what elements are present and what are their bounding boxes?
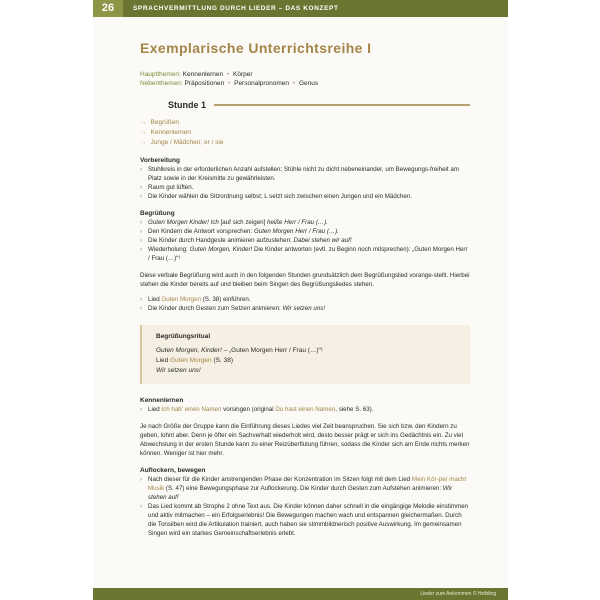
separator-dot: • [292, 80, 296, 87]
heading-rule [214, 104, 470, 106]
section-kennenlernen: Kennenlernen [140, 397, 184, 404]
neben-item: Präpositionen [184, 80, 225, 87]
bullet-arrow-icon: › [140, 166, 143, 173]
list-item: › Guten Morgen Kinder! Ich [auf sich zeigen] heiße Herr / Frau (…). [140, 219, 328, 226]
separator-dot: • [228, 80, 231, 87]
bullet-arrow-icon: › [140, 219, 143, 226]
song-link[interactable]: Du hast einen Namen [275, 406, 336, 413]
bullet-arrow-icon: › [140, 237, 143, 244]
song-link[interactable]: Mein Kör-per macht Musik [148, 476, 467, 492]
page-title: Exemplarische Unterrichtsreihe I [140, 40, 372, 56]
bullet-arrow-icon: › [140, 193, 143, 200]
arrow-icon: → [140, 119, 147, 126]
goal-item: → Junge / Mädchen; er / sie [140, 139, 224, 146]
ritual-box [140, 325, 470, 384]
list-item: › Die Kinder durch Handgeste animieren aufzustehen: Dabei stehen wir auf! [140, 237, 352, 244]
neben-item: Personalpronomen [234, 80, 290, 87]
list-item: › Lied Guten Morgen (S. 38) einführen. [140, 296, 251, 303]
bullet-arrow-icon: › [140, 503, 143, 510]
haupt-label: Hauptthemen: [140, 71, 181, 78]
page-header [93, 0, 508, 17]
song-link[interactable]: Ich hab’ einen Namen [161, 406, 222, 413]
song-link[interactable]: Guten Morgen [170, 357, 212, 364]
list-item: › Stuhlkreis in der erforderlichen Anzahl aufstellen; Stühle nicht zu dicht nebeneinander, um Bewegungs-freiheit am Platz sowie in der Kreismitte zu gewährleisten. [140, 166, 459, 182]
bullet-arrow-icon: › [140, 406, 143, 413]
page-footer [93, 588, 508, 600]
section-begruessung: Begrüßung [140, 210, 175, 217]
separator-dot: • [226, 71, 230, 78]
ritual-line: Guten Morgen, Kinder! – „Guten Morgen Herr / Frau (…)“¹ [156, 347, 323, 354]
ritual-title: Begrüßungsritual [156, 333, 211, 340]
bullet-arrow-icon: › [140, 246, 143, 253]
haupt-item: Körper [233, 71, 253, 78]
list-item: › Lied Ich hab’ einen Namen vorsingen (original Du hast einen Namen, siehe S. 63). [140, 406, 374, 413]
bullet-arrow-icon: › [140, 305, 143, 312]
book-page [93, 0, 508, 600]
neben-label: Nebenthemen: [140, 80, 183, 87]
bullet-arrow-icon: › [140, 476, 143, 483]
neben-item: Genus [298, 80, 319, 87]
list-item: › Die Kinder wählen die Sitzordnung selbst; L setzt sich zwischen einen Jungen und ein Mädchen. [140, 193, 412, 200]
arrow-icon: → [140, 129, 147, 136]
bullet-arrow-icon: › [140, 228, 143, 235]
paragraph: Diese verbale Begrüßung wird auch in den folgenden Stunden grundsätzlich dem Begrüßungslied vorange-stellt. Hierbei stehen die Kinder bereits auf und bleiben beim Singen des Begrüßungsliedes stehen. [140, 272, 470, 288]
stunde-label: Stunde 1 [168, 100, 207, 110]
page-number: 26 [93, 0, 123, 17]
stunde-heading [140, 100, 470, 110]
bullet-arrow-icon: › [140, 184, 143, 191]
neben-themen [140, 79, 470, 88]
list-item: › Raum gut lüften. [140, 184, 194, 191]
arrow-icon: → [140, 139, 147, 146]
section-auflockern: Auflockern, bewegen [140, 467, 206, 474]
haupt-themen [140, 70, 470, 79]
list-item: › Das Lied kommt ab Strophe 2 ohne Text aus. Die Kinder können daher schnell in die eingängige Melodie einstimmen und aktiv mitmachen – ein Erfolgserlebnis! Die Bewegungen machen wach und entspannen gleichermaßen. Durch die Tonsilben wird die Artikulation trainiert, auch haben sie stimmbildnerisch positive Auswirkung. Im gemeinsamen Singen wird ein starkes Gemeinschaftserlebnis erlebt. [140, 503, 469, 537]
haupt-item: Kennenlernen [182, 71, 224, 78]
list-item: › Wiederholung: Guten Morgen, Kinder! Die Kinder antworten (evtl. zu Beginn noch mitsprechen): „Guten Morgen Herr / Frau (…)“¹ [140, 246, 468, 262]
bullet-arrow-icon: › [140, 296, 143, 303]
footer-text: Lieder zum Ankommen © Helbling [420, 591, 496, 597]
goal-item: → Begrüßen [140, 119, 180, 126]
ritual-line: Wir setzen uns! [156, 367, 201, 374]
goal-item: → Kennenlernen [140, 129, 191, 136]
page-content [140, 40, 470, 538]
section-vorbereitung: Vorbereitung [140, 157, 180, 164]
list-item: › Nach dieser für die Kinder anstrengenden Phase der Konzentration im Sitzen folgt mit dem Lied Mein Kör-per macht Musik (S. 47) eine Bewegungsphase zur Auflockerung. Die Kinder durch Gesten zum Aufstehen animieren: Wir stehen auf! [140, 476, 467, 501]
ritual-line: Lied Guten Morgen (S. 38) [156, 357, 233, 364]
list-item: › Den Kindern die Antwort vorsprechen: Guten Morgen Herr / Frau (…). [140, 228, 339, 235]
song-link[interactable]: Guten Morgen [161, 296, 201, 303]
header-title: SPRACHVERMITTLUNG DURCH LIEDER – DAS KONZEPT [133, 5, 339, 12]
paragraph: Je nach Größe der Gruppe kann die Einführung dieses Liedes viel Zeit beanspruchen. Sie sich bzw. den Kindern zu geben, lohnt aber. Denn je öfter ein Sachverhalt wiederholt wird, desto besser prägt er sich ins Gedächtnis ein. Zu viel Abwechslung in der ersten Stunde kann zu einer Reizüberflutung führen, sodass die Kinder sich am Ende nichts merken können. Weniger ist hier mehr. [140, 423, 470, 457]
list-item: › Die Kinder durch Gesten zum Setzen animieren: Wir setzen uns! [140, 305, 326, 312]
